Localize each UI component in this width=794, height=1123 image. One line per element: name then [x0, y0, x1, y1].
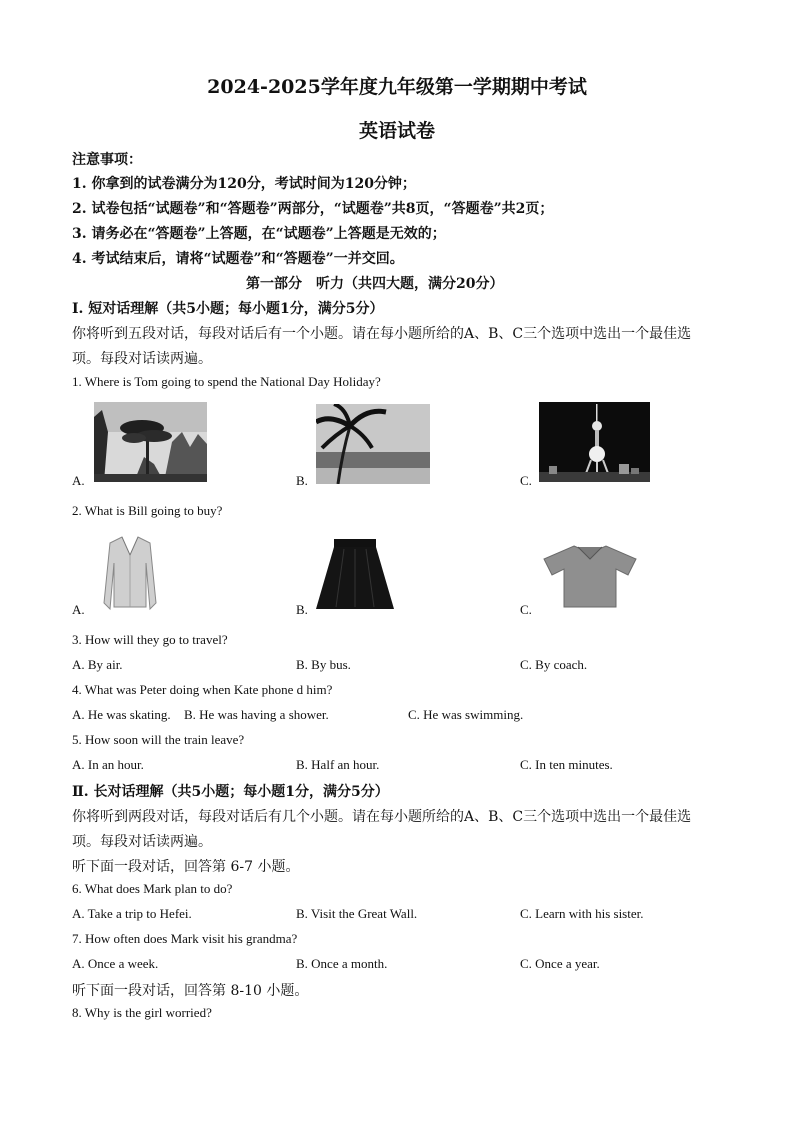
question-4: 4. What was Peter doing when Kate phone d him?	[72, 682, 333, 697]
q3-option-b: B. By bus.	[296, 657, 351, 672]
blouse-photo	[100, 533, 160, 611]
q2-option-a-label: A.	[72, 602, 85, 617]
q6-option-a: A. Take a trip to Hefei.	[72, 906, 192, 921]
question-8: 8. Why is the girl worried?	[72, 1005, 212, 1020]
section2-instructions-line1: 你将听到两段对话，每段对话后有几个小题。请在每小题所给的A、B、C三个选项中选出一个最佳选	[72, 809, 692, 825]
question-3: 3. How will they go to travel?	[72, 632, 228, 647]
q4-option-b: B. He was having a shower.	[184, 707, 329, 722]
notice-item-2: 2. 试卷包括“试题卷”和“答题卷”两部分，“试题卷”共8页，“答题卷”共2页；	[72, 201, 554, 217]
beach-palm-photo	[316, 404, 430, 484]
t-shirt-photo	[540, 543, 640, 609]
question-6: 6. What does Mark plan to do?	[72, 881, 233, 896]
q2-option-c-label: C.	[520, 602, 532, 617]
q3-option-c: C. By coach.	[520, 657, 588, 672]
q1-option-a-label: A.	[72, 473, 85, 488]
q6-option-c: C. Learn with his sister.	[520, 906, 644, 921]
q5-option-a: A. In an hour.	[72, 757, 144, 772]
skirt-photo	[314, 537, 396, 613]
section1-heading: Ⅰ. 短对话理解（共5小题；每小题1分，满分5分）	[72, 301, 384, 317]
listen-instruction-6-7: 听下面一段对话，回答第 6-7 小题。	[72, 859, 300, 875]
q7-option-b: B. Once a month.	[296, 956, 388, 971]
tv-tower-night-photo	[539, 402, 650, 482]
section1-instructions-line2: 项。每段对话读两遍。	[72, 351, 212, 367]
question-5: 5. How soon will the train leave?	[72, 732, 245, 747]
q3-option-a: A. By air.	[72, 657, 123, 672]
notice-item-3: 3. 请务必在“答题卷”上答题，在“试题卷”上答题是无效的；	[72, 226, 446, 242]
q5-option-b: B. Half an hour.	[296, 757, 380, 772]
listen-instruction-8-10: 听下面一段对话，回答第 8-10 小题。	[72, 983, 309, 999]
question-1: 1. Where is Tom going to spend the National Day Holiday?	[72, 374, 381, 389]
q1-option-c-label: C.	[520, 473, 532, 488]
mountain-landscape-photo	[94, 402, 207, 482]
q2-option-b-label: B.	[296, 602, 308, 617]
notice-heading: 注意事项：	[72, 152, 142, 168]
section2-instructions-line2: 项。每段对话读两遍。	[72, 834, 212, 850]
q5-option-c: C. In ten minutes.	[520, 757, 613, 772]
section2-heading: Ⅱ. 长对话理解（共5小题；每小题1分，满分5分）	[72, 784, 389, 800]
question-7: 7. How often does Mark visit his grandma?	[72, 931, 298, 946]
q6-option-b: B. Visit the Great Wall.	[296, 906, 418, 921]
notice-item-1: 1. 你拿到的试卷满分为120分，考试时间为120分钟；	[72, 176, 416, 192]
q4-option-c: C. He was swimming.	[408, 707, 524, 722]
q1-option-b-label: B.	[296, 473, 308, 488]
notice-item-4: 4. 考试结束后，请将“试题卷”和“答题卷”一并交回。	[72, 251, 404, 267]
q4-option-a: A. He was skating.	[72, 707, 171, 722]
part1-heading: 第一部分 听力（共四大题，满分20分）	[246, 276, 504, 292]
section1-instructions-line1: 你将听到五段对话，每段对话后有一个小题。请在每小题所给的A、B、C三个选项中选出一个最佳选	[72, 326, 692, 342]
question-2: 2. What is Bill going to buy?	[72, 503, 223, 518]
exam-subtitle: 英语试卷	[358, 120, 435, 142]
q7-option-c: C. Once a year.	[520, 956, 600, 971]
exam-title: 2024-2025学年度九年级第一学期期中考试	[207, 76, 587, 98]
q7-option-a: A. Once a week.	[72, 956, 159, 971]
